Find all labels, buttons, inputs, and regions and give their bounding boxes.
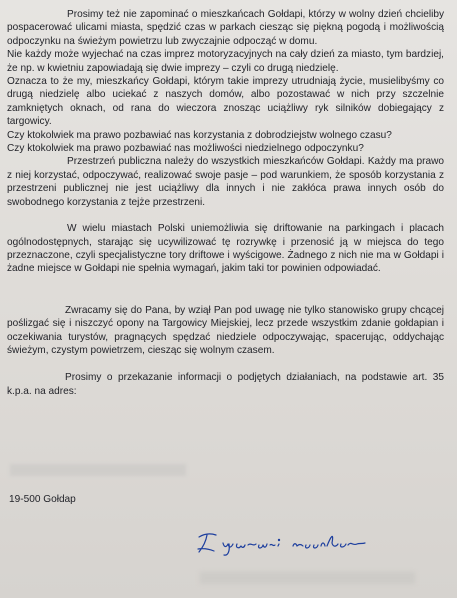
redacted-name [200,572,415,584]
letter-body [7,8,444,398]
paragraph-appeal: Zwracamy się do Pana, by wziął Pan pod uwagę nie tylko stanowisko grupy chcącej poślizgać się i niszczyć opony na Targowicy Miejskiej, lecz przede wszystkim zdanie gołdapian i oczekiwania turystów, pragnących spędzać niedziele odpoczywając, spacerując, oddychając świeżym, czystym powietrzem, ciesząc się wolnym czasem. [7,304,444,356]
paragraph-drifting: W wielu miastach Polski uniemożliwia się driftowanie na parkingach i placach ogólnodostępnych, starając się ucywilizować tę rozrywkę i przenosić ją w miejsca do tego przeznaczone, czyli specjalistyczne tory driftowe i wyścigowe. Żadnego z nich nie ma w Gołdapi i żadne miejsce w Gołdapi nie spełnia wymagań, jakim taki tor powinien odpowiadać. [7,223,444,275]
paragraph-residents: Prosimy też nie zapominać o mieszkańcach Gołdapi, którzy w wolny dzień chcieliby pospacerować ulicami miasta, spędzić czas w parkach ciesząc się piękną pogodą i możliwością odpoczynku na świeżym powietrzu lub zwyczajnie odpocząć w domu. [7,9,444,47]
question-free-time: Czy ktokolwiek ma prawo pozbawiać nas korzystania z dobrodziejstw wolnego czasu? [7,129,392,141]
paragraph-public-space: Przestrzeń publiczna należy do wszystkich mieszkańców Gołdapi. Każdy ma prawo z niej korzystać, odpoczywać, realizować swoje pasje – pod warunkiem, że sposób korzystania z przestrzeni publicznej nie jest uciążliwy dla innych i nie zakłóca prawa innych osób do swobodnego korzystania z tejże przestrzeni. [7,156,444,208]
paragraph-travel: Nie każdy może wyjechać na czas imprez motoryzacyjnych na cały dzień za miasto, tym bardziej, że np. w kwietniu zapowiadają się dwie imprezy – czyli co drugą niedzielę. [7,49,444,74]
address-city: 19-500 Gołdap [9,494,76,505]
redacted-address [10,464,186,476]
paragraph-request: Prosimy o przekazanie informacji o podjętych działaniach, na podstawie art. 35 k.p.a. na adres: [7,372,444,397]
paragraph-consequences: Oznacza to że my, mieszkańcy Gołdapi, którym takie imprezy utrudniają życie, musielibyśmy co drugą niedzielę albo uciekać z naszych domów, albo pozostawać w nich przy szczelnie zamkniętych oknach, od rana do wieczora znosząc uciążliwy ryk silników dobiegający z targowicy. [7,76,444,128]
handwritten-signature [195,528,375,558]
question-sunday-rest: Czy ktokolwiek ma prawo pozbawiać nas możliwości niedzielnego odpoczynku? [7,143,364,155]
